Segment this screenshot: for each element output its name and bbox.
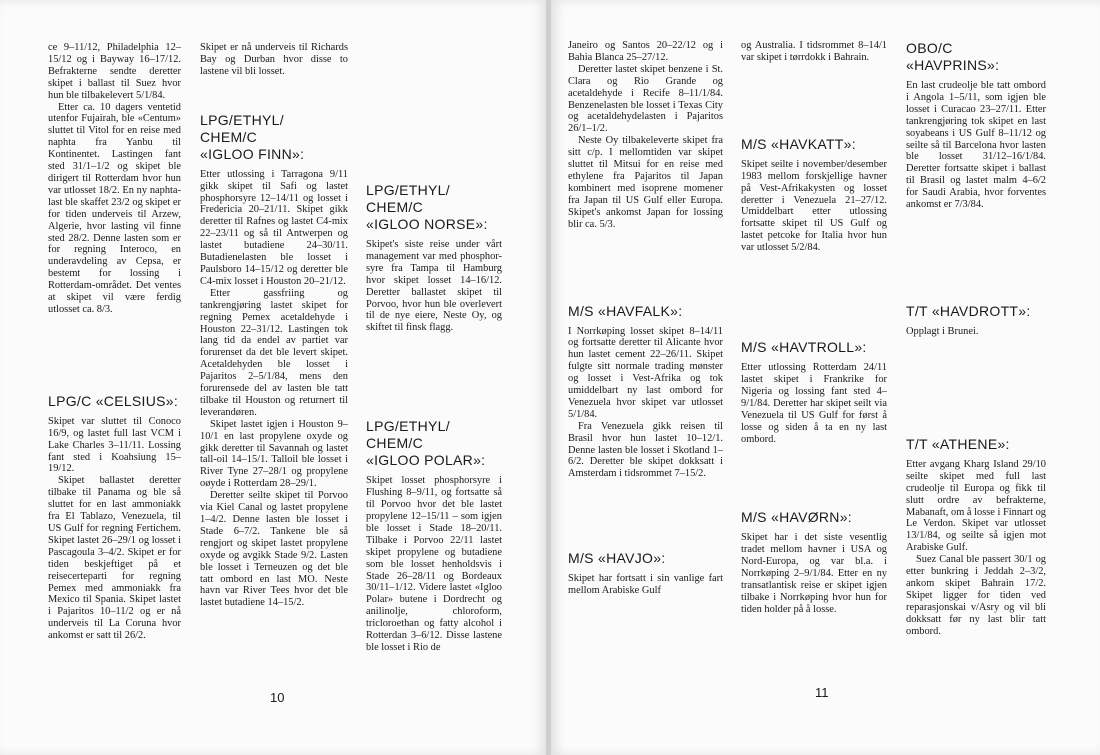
left-column-2: [200, 42, 348, 609]
heading-line: CHEM/C: [200, 128, 258, 145]
heading-line: LPG/ETHYL/: [366, 418, 450, 435]
paragraph: Skipet seilte i november/desember 1983 mellom forskjellige havner på Vest-Afrikakysten og losset deretter i Venezuela 21–27/12. Umiddelbart etter utlossing fortsatte skipet til US Gulf og lastet petcoke for Italia hvor hun var utlosset 5/2/84.: [741, 158, 887, 254]
page-number: 10: [270, 690, 285, 705]
section-heading-igloo-norse: [366, 182, 502, 233]
page-number: 11: [815, 685, 829, 700]
section-heading-havjo: M/S «HAVJO»:: [568, 550, 666, 567]
paragraph: Skipet ballastet deretter tilbake til Panama og ble så sluttet for en last ammoniakk fra El Tablazo, Venezuela, til US Gulf for regning Fertichem. Skipet lastet 26–29/1 og losset i Pascagoula 3–4/2. Skipet er for tiden beskjeftiget på et reisecerteparti for regning Pemex med ammoniakk fra Mexico til Spania. Skipet lastet i Pajaritos 10–11/2 og er nå underveis til La Coruna hvor ankomst er satt til 26/2.: [48, 475, 181, 642]
paragraph: Skipet var sluttet til Conoco 16/9, og lastet full last VCM i Lake Charles 3–11/11. Lossing fant sted i Koahsiung 15–19/12.: [48, 415, 181, 475]
left-page: [0, 0, 547, 755]
paragraph: Etter gassfriing og tankrengjøring lastet skipet for regning Pemex acetaldehyde i Houston 22–31/12. Lastingen tok lang tid da endel av partiet var forurenset da det ble levert skipet. Acetaldehyden ble losset i Pajaritos 2–5/1/84, mens den forurensede del av lasten ble tatt tilbake til Houston og returnert til leverandøren.: [200, 287, 348, 418]
paragraph: Neste Oy tilbakeleverte skipet fra sitt c/p. I mellomtiden var skipet sluttet til Mitsui for en reise med ethylene fra Pajaritos til Japan kombinert med isoprene momener fra Japan til US Gulf eller Europa. Skipet's ankomst Japan for lossing blir ca. 5/3.: [568, 135, 723, 230]
paragraph: Skipet har i det siste vesentlig tradet mellom havner i USA og Nord-Europa, og var bl.a. i Norrkøping 2–9/1/84. Etter en ny transatlantisk reise er skipet igjen tilbake i Norrkøping hvor hun for tiden holder på å losse.: [741, 532, 887, 615]
paragraph: Fra Venezuela gikk reisen til Brasil hvor hun lastet 10–12/1. Denne lasten ble losset i Skotland 1–6/2. Deretter ble skipet dokksatt i Amsterdam i tidsrommet 7–15/2.: [568, 420, 723, 480]
right-column-3: [906, 40, 1046, 637]
heading-line: LPG/ETHYL/: [366, 182, 450, 198]
heading-line: «IGLOO NORSE»:: [366, 216, 488, 232]
right-column-1: [568, 40, 723, 597]
paragraph: og Australia. I tidsrommet 8–14/1 var skipet i tørrdokk i Bahrain.: [741, 40, 887, 63]
heading-line: CHEM/C: [366, 199, 424, 215]
paragraph: I Norrkøping losset skipet 8–14/11 og fortsatte deretter til Alicante hvor hun lastet cement 22–26/11. Skipet fulgte sitt normale trading mønster og losset i Vest-Afrika og tok umiddelbart ny last ombord for Venezuela hvor skipet var utlosset 5/1/84.: [568, 325, 723, 420]
heading-line: «IGLOO POLAR»:: [366, 452, 486, 469]
section-heading-havtroll: M/S «HAVTROLL»:: [741, 339, 867, 356]
section-heading-igloo-polar: [366, 418, 502, 469]
paragraph: Skipet har fortsatt i sin vanlige fart mellom Arabiske Gulf: [568, 573, 723, 597]
section-heading-havorn: M/S «HAVØRN»:: [741, 509, 852, 526]
paragraph: Janeiro og Santos 20–22/12 og i Bahia Blanca 25–27/12.: [568, 40, 723, 63]
section-heading-athene: T/T «ATHENE»:: [906, 435, 1010, 452]
section-heading-celsius: LPG/C «CELSIUS»:: [48, 392, 179, 409]
left-column-1: [48, 42, 181, 642]
paragraph: Skipet losset phosphorsyre i Flushing 8–9/11, og fortsatte så til Porvoo hvor det ble lastet propylene 12–15/11 – som igjen ble losset i Stade 18–20/11. Tilbake i Porvoo 22/11 lastet skipet propylene og butadiene som ble losset henholdsvis i Stade 26–28/11 og Bordeaux 30/11–1/12. Videre lastet «Igloo Polar» butene i Dordrecht og anilinolje, chloroform, tricloroethan og fatty alcohol i Rotterdan 3–6/12. Disse lastene ble losset i Rio de: [366, 475, 502, 653]
paragraph: Skipet lastet igjen i Houston 9–10/1 en last propylene oxyde og gikk deretter til Savannah og lastet tall-oil 14–15/1. Talloil ble losset i River Tyne 27–28/1 og propylene oøyde i Rotterdam 28–29/1.: [200, 418, 348, 490]
paragraph: Etter utlossing Rotterdam 24/11 lastet skipet i Frankrike for Nigeria og lossing fant sted 4–9/1/84. Deretter har skipet seilt via Venezuela til US Gulf for først å losse og siden å ta en ny last ombord.: [741, 362, 887, 445]
paragraph: Skipet's siste reise under vårt management var med phosphor-syre fra Tampa til Hamburg hvor skipet losset 14–16/12. Deretter ballastet skipet til Porvoo, hvor hun ble overlevert til de nye eiere, Neste Oy, og skiftet til finsk flagg.: [366, 239, 502, 334]
section-heading-havkatt: M/S «HAVKATT»:: [741, 135, 856, 152]
paragraph: Deretter lastet skipet benzene i St. Clara og Rio Grande og acetaldehyde i Recife 8–11/1/84. Benzenelasten ble losset i Texas City og acetaldehydelasten i Pajaritos 26/1–1/2.: [568, 63, 723, 135]
paragraph: ce 9–11/12, Philadelphia 12–15/12 og i Bayway 16–17/12. Befrakterne sendte deretter skipet i ballast til Suez hvor hun ble tilbakelevert 5/1/84.: [48, 42, 181, 101]
section-heading-havprins: OBO/C «HAVPRINS»:: [906, 40, 1000, 73]
paragraph: Etter avgang Kharg Island 29/10 seilte skipet med full last crudeolje til Europa og fikk til slutt ordre av befrakterne, Mabanaft, om å losse i Finnart og Le Verdon. Skipet var utlosset 13/1/84, og seilte så igjen mot Arabiske Gulf.: [906, 458, 1046, 554]
left-column-3: [366, 182, 502, 654]
section-heading-havdrott: T/T «HAVDROTT»:: [906, 302, 1031, 319]
right-column-2: [741, 40, 887, 616]
paragraph: Deretter seilte skipet til Porvoo via Kiel Canal og lastet propylene 1–4/2. Denne lasten ble losset i Stade 6–7/2. Tankene ble så rengjort og skipet lastet propylene oxyde og avgikk Stade 9/2. Lasten ble losset i Terneuzen og det ble tatt ombord en last MO. Neste havn var River Tees hvor det ble lastet butadiene 14–15/2.: [200, 490, 348, 609]
heading-line: CHEM/C: [366, 435, 424, 452]
section-heading-igloo-finn: [200, 112, 348, 163]
paragraph: En last crudeolje ble tatt ombord i Angola 1–5/11, som igjen ble losset i Curacao 23–27/11. Etter tankrengjøring tok skipet en last soyabeans i US Gulf 8–11/12 og seilte så til Barcelona hvor lasten ble losset 31/12–16/1/84. Deretter fortsatte skipet i ballast til Brasil og lastet malm 4–6/2 for Saudi Arabia, hvor forventes ankomst er 7/3/84.: [906, 80, 1046, 211]
paragraph: Etter utlossing i Tarragona 9/11 gikk skipet til Safi og lastet phosphorsyre 12–14/11 og losset i Fredericia 20–21/11. Skipet gikk deretter til Rafnes og lastet C4-mix 22–23/11 og så til Antwerpen og lastet butadiene 24–30/11. Butadienelasten ble losset i Paulsboro 14–15/12 og deretter ble C4-mix losset i Houston 20–21/12.: [200, 168, 348, 287]
right-page: [551, 0, 1100, 755]
section-heading-havfalk: M/S «HAVFALK»:: [568, 302, 683, 319]
paragraph: Skipet er nå underveis til Richards Bay og Durban hvor disse to lastene vil bli losset.: [200, 42, 348, 77]
paragraph: Suez Canal ble passert 30/1 og etter bunkring i Jeddah 2–3/2, ankom skipet Bahrain 17/2. Skipet ligger for tiden ved reparasjonskai v/Asry og vil bli dokksatt før ny last blir tatt ombord.: [906, 554, 1046, 637]
paragraph: Etter ca. 10 dagers ventetid utenfor Fujairah, ble «Centum» sluttet til Vitol for en reise med naphta fra Yanbu til Kontinentet. Lastingen fant sted 31/1–1/2 og skipet ble dirigert til Rotterdam hvor hun var utlosset 18/2. En ny naphta-last ble skaffet 23/2 og skipet er for tiden underveis til Arzew, Algerie, hvor lasting vil finne sted 28/2. Denne lasten som er for regning Interoco, en underavdeling av Cepsa, er bestemt for lossing i Rotterdam-området. Det ventes at skipet vil være ferdig utlosset ca. 8/3.: [48, 101, 181, 315]
paragraph: Opplagt i Brunei.: [906, 325, 979, 337]
heading-line: LPG/ETHYL/: [200, 111, 284, 128]
heading-line: «IGLOO FINN»:: [200, 145, 305, 162]
